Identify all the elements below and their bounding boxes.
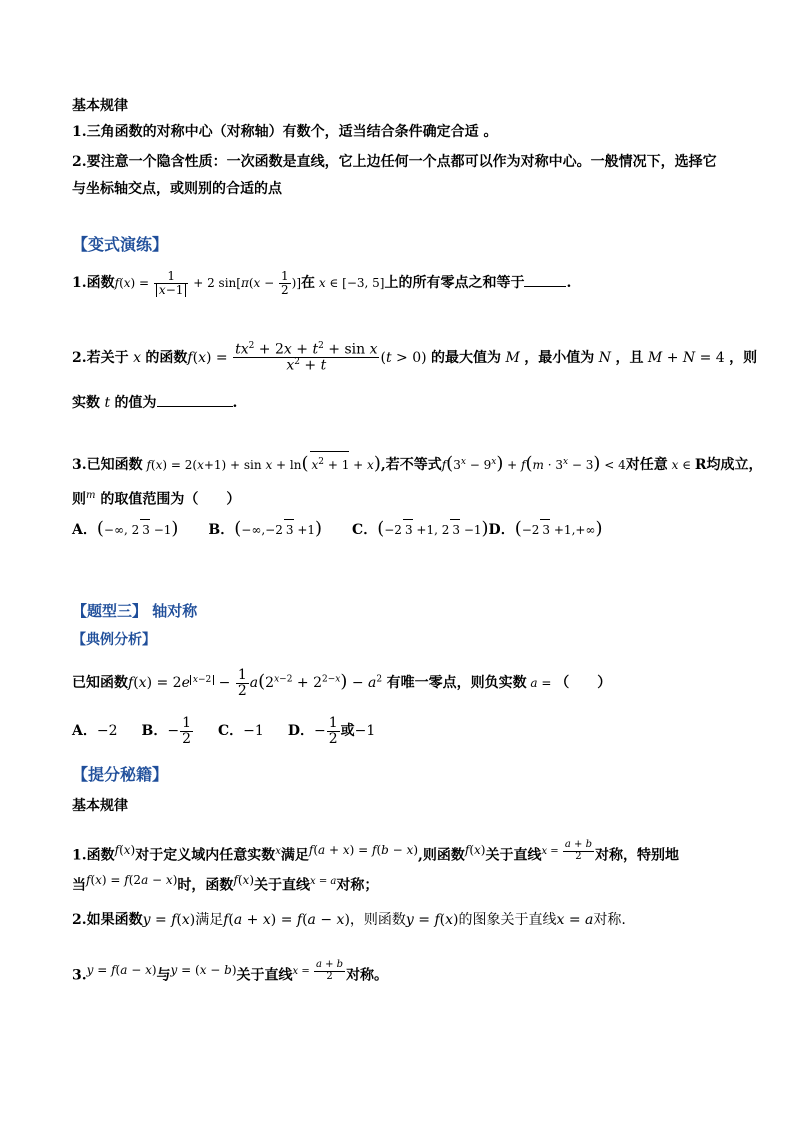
question-1: 1.函数f(x) = $\frac{1}{x-1}$ + 2 sin[π(x − $\frac{1}{2}$ )]在 x ∈ [−3, 5]上的所有零点之和等于 . xyxy=(72,269,572,297)
question-3-options xyxy=(72,519,602,540)
tip-1-line-1: 1.函数f(x)对于定义域内任意实数$^x$满足f(a + x) = f(b − x),则函数f(x)关于直线$^{x =}$ $\frac{a + b}{2}$ 对称，特别地 xyxy=(72,839,679,864)
tip-3: 3.y = f(a − x)与y = (x − b)关于直线$^{x =}$ $\frac{a + b}{2}$ 对称。 xyxy=(72,959,389,984)
question-2-line-1: 2.若关于 x 的函数f(x) = $\frac{tx^2 + 2x + t^2 + \sin x}{x^2 + t}$ (t > 0) 的最大值为 M ，最小值为 N ，且 M + N = 4 ，则 xyxy=(72,341,758,374)
example-options xyxy=(72,716,375,746)
rule-1: 1.三角函数的对称中心（对称轴）有数个，适当结合条件确定合适 。 xyxy=(72,124,498,140)
option-c[interactable]: C．−1 xyxy=(218,723,264,740)
section-heading: 基本规律 xyxy=(72,98,128,114)
option-c[interactable]: C．(−2 3 +1, 2 3 −1) xyxy=(352,518,489,539)
tips-title: 【提分秘籍】 xyxy=(72,765,169,784)
type-3-title: 【题型三】 轴对称 xyxy=(72,602,198,620)
option-d[interactable]: D．− $\frac{1}{2}$ 或−1 xyxy=(287,715,376,747)
tip-1-line-2: 当f(x) = f(2a − x)时，函数f(x)关于直线$^{x = a}$对称； xyxy=(72,873,379,894)
question-3-line-2: 则$^m$ 的取值范围为（ ） xyxy=(72,490,241,508)
variant-drill-title: 【变式演练】 xyxy=(72,235,169,254)
example-question: 已知函数f(x) = 2e $^{x-2}$ − $\frac{1}{2}$ $a(2^{x-2} + 2^{2-x}) - a^2$ 有唯一零点，则负实数 a = （ ） xyxy=(72,667,612,699)
option-b[interactable]: B．(−∞,−2 3 +1) xyxy=(208,518,323,539)
tips-heading: 基本规律 xyxy=(72,798,128,814)
rule-2-line-1: 2.要注意一个隐含性质：一次函数是直线，它上边任何一个点都可以作为对称中心。一般情况下，选择它 xyxy=(72,154,717,170)
question-2-line-2: 实数 t 的值为 . xyxy=(72,395,238,411)
option-d[interactable]: D．(−2 3 +1,+∞) xyxy=(488,518,603,539)
tip-2: 2.如果函数y = f(x)满足f(a + x) = f(a − x)，则函数y = f(x)的图象关于直线x = a对称. xyxy=(72,912,626,928)
rule-2-line-2: 与坐标轴交点，或则别的合适的点 xyxy=(72,181,282,197)
option-a[interactable]: A．(−∞, 2 3 −1) xyxy=(72,518,179,539)
option-b[interactable]: B．− $\frac{1}{2}$ xyxy=(141,715,192,747)
option-a[interactable]: A．−2 xyxy=(72,723,118,740)
question-3-line-1: 3.已知函数 f(x) = 2(x+1) + sin x + ln( $x^2 + 1 + x$),若不等式$f(3^x - 9^x) + f(m \cdot 3^x - 3) < 4$对任意 x ∈ R均成立， xyxy=(72,453,763,474)
example-analysis-title: 【典例分析】 xyxy=(72,632,156,648)
